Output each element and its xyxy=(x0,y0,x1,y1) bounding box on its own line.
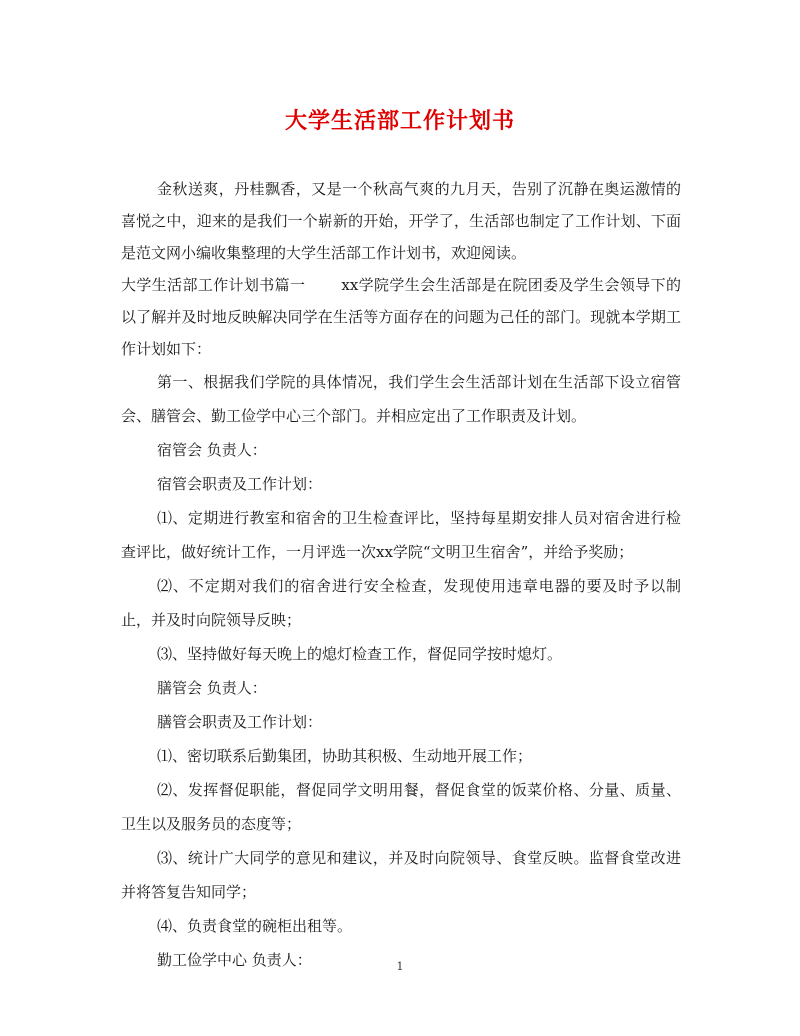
dorm-item-3: ⑶、坚持做好每天晚上的熄灯检查工作，督促同学按时熄灯。 xyxy=(157,645,563,663)
intro-paragraph: 金秋送爽，丹桂飘香，又是一个秋高气爽的九月天，告别了沉静在奥运激情的喜悦之中，迎来的是我们一个崭新的开始，开学了，生活部也制定了工作计划、下面是范文网小编收集整理的大学生活部工作计划书，欢迎阅读。 xyxy=(121,180,681,262)
work-study-head: 勤工俭学中心 负责人： xyxy=(157,951,312,969)
dorm-head: 宿管会 负责人： xyxy=(157,441,267,459)
meal-item-3: ⑶、统计广大同学的意见和建议，并及时向院领导、食堂反映。监督食堂改进并将答复告知同学； xyxy=(121,849,681,901)
section-paragraph xyxy=(121,269,681,365)
meal-item-2: ⑵、发挥督促职能，督促同学文明用餐，督促食堂的饭菜价格、分量、质量、卫生以及服务员的态度等； xyxy=(121,781,681,833)
document-title: 大学生活部工作计划书 xyxy=(284,108,515,134)
dorm-item-1: ⑴、定期进行教室和宿舍的卫生检查评比，坚持每星期安排人员对宿舍进行检查评比，做好统计工作，一月评选一次xx学院“文明卫生宿舍”，并给予奖励； xyxy=(121,509,681,561)
page-number: 1 xyxy=(396,960,404,973)
dorm-item-2: ⑵、不定期对我们的宿舍进行安全检查，发现使用违章电器的要及时予以制止，并及时向院领导反映； xyxy=(121,577,681,629)
meal-plan-title: 膳管会职责及工作计划： xyxy=(157,713,323,731)
document-body xyxy=(121,173,681,977)
section-text: xx学院学生会生活部是在院团委及学生会领导下的以了解并及时地反映解决同学在生活等方面存在的问题为己任的部门。现就本学期工作计划如下： xyxy=(121,276,681,358)
meal-item-4: ⑷、负责食堂的碗柜出租等。 xyxy=(157,917,353,935)
first-paragraph: 第一、根据我们学院的具体情况，我们学生会生活部计划在生活部下设立宿管会、膳管会、勤工俭学中心三个部门。并相应定出了工作职责及计划。 xyxy=(121,373,681,425)
meal-head: 膳管会 负责人： xyxy=(157,679,267,697)
meal-item-1: ⑴、密切联系后勤集团，协助其积极、生动地开展工作； xyxy=(157,747,533,765)
dorm-plan-title: 宿管会职责及工作计划： xyxy=(157,475,323,493)
section-label: 大学生活部工作计划书篇一 xyxy=(121,276,306,294)
